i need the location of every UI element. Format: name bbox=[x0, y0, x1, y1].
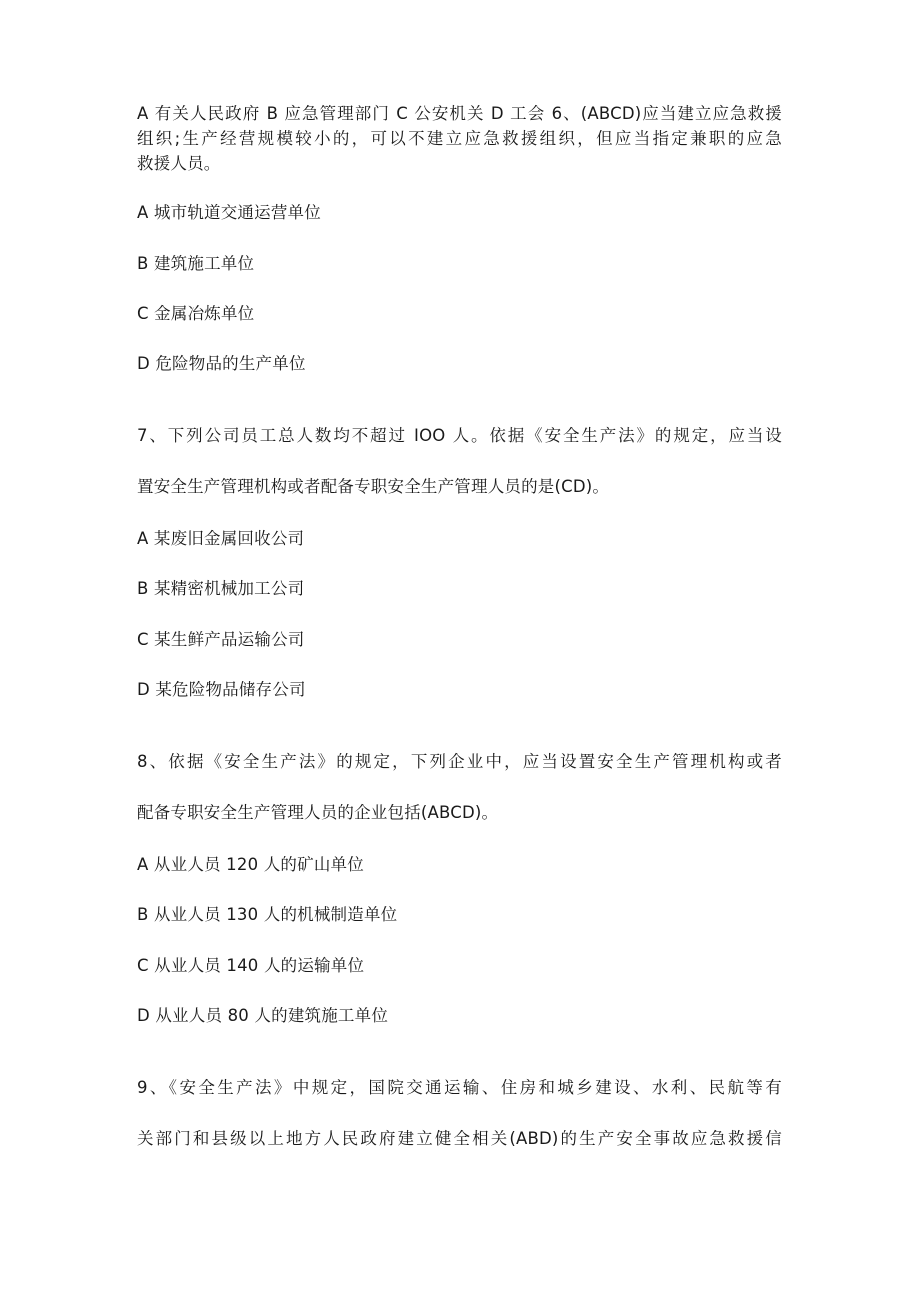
q7-option-c: C 某生鲜产品运输公司 bbox=[137, 630, 305, 649]
q9-line-2: 关部门和县级以上地方人民政府建立健全相关(ABD)的生产安全事故应急救援信 bbox=[137, 1129, 782, 1148]
q6-intro-line-2: 组织;生产经营规模较小的，可以不建立应急救援组织，但应当指定兼职的应急 bbox=[137, 129, 782, 148]
q8-option-c: C 从业人员 140 人的运输单位 bbox=[137, 956, 365, 975]
q8-option-a: A 从业人员 120 人的矿山单位 bbox=[137, 855, 364, 874]
q6-option-b: B 建筑施工单位 bbox=[137, 254, 255, 273]
q7-option-a: A 某废旧金属回收公司 bbox=[137, 529, 305, 548]
q7-line-2: 置安全生产管理机构或者配备专职安全生产管理人员的是(CD)。 bbox=[137, 477, 610, 496]
q8-line-2: 配备专职安全生产管理人员的企业包括(ABCD)。 bbox=[137, 803, 499, 822]
q6-intro-line-1: A 有关人民政府 B 应急管理部门 C 公安机关 D 工会 6、(ABCD)应当建立应急救援 bbox=[137, 104, 782, 123]
document-page bbox=[137, 0, 782, 1301]
q8-line-1: 8、依据《安全生产法》的规定，下列企业中，应当设置安全生产管理机构或者 bbox=[137, 752, 782, 771]
q6-option-c: C 金属冶炼单位 bbox=[137, 304, 255, 323]
q6-intro-line-3: 救援人员。 bbox=[137, 154, 221, 173]
q9-line-1: 9、《安全生产法》中规定，国院交通运输、住房和城乡建设、水利、民航等有 bbox=[137, 1078, 782, 1097]
q7-option-d: D 某危险物品储存公司 bbox=[137, 680, 306, 699]
q7-option-b: B 某精密机械加工公司 bbox=[137, 579, 305, 598]
q7-line-1: 7、下列公司员工总人数均不超过 IOO 人。依据《安全生产法》的规定，应当设 bbox=[137, 426, 782, 445]
q8-option-b: B 从业人员 130 人的机械制造单位 bbox=[137, 905, 398, 924]
q6-option-d: D 危险物品的生产单位 bbox=[137, 354, 306, 373]
q6-option-a: A 城市轨道交通运营单位 bbox=[137, 203, 321, 222]
q8-option-d: D 从业人员 80 人的建筑施工单位 bbox=[137, 1006, 389, 1025]
